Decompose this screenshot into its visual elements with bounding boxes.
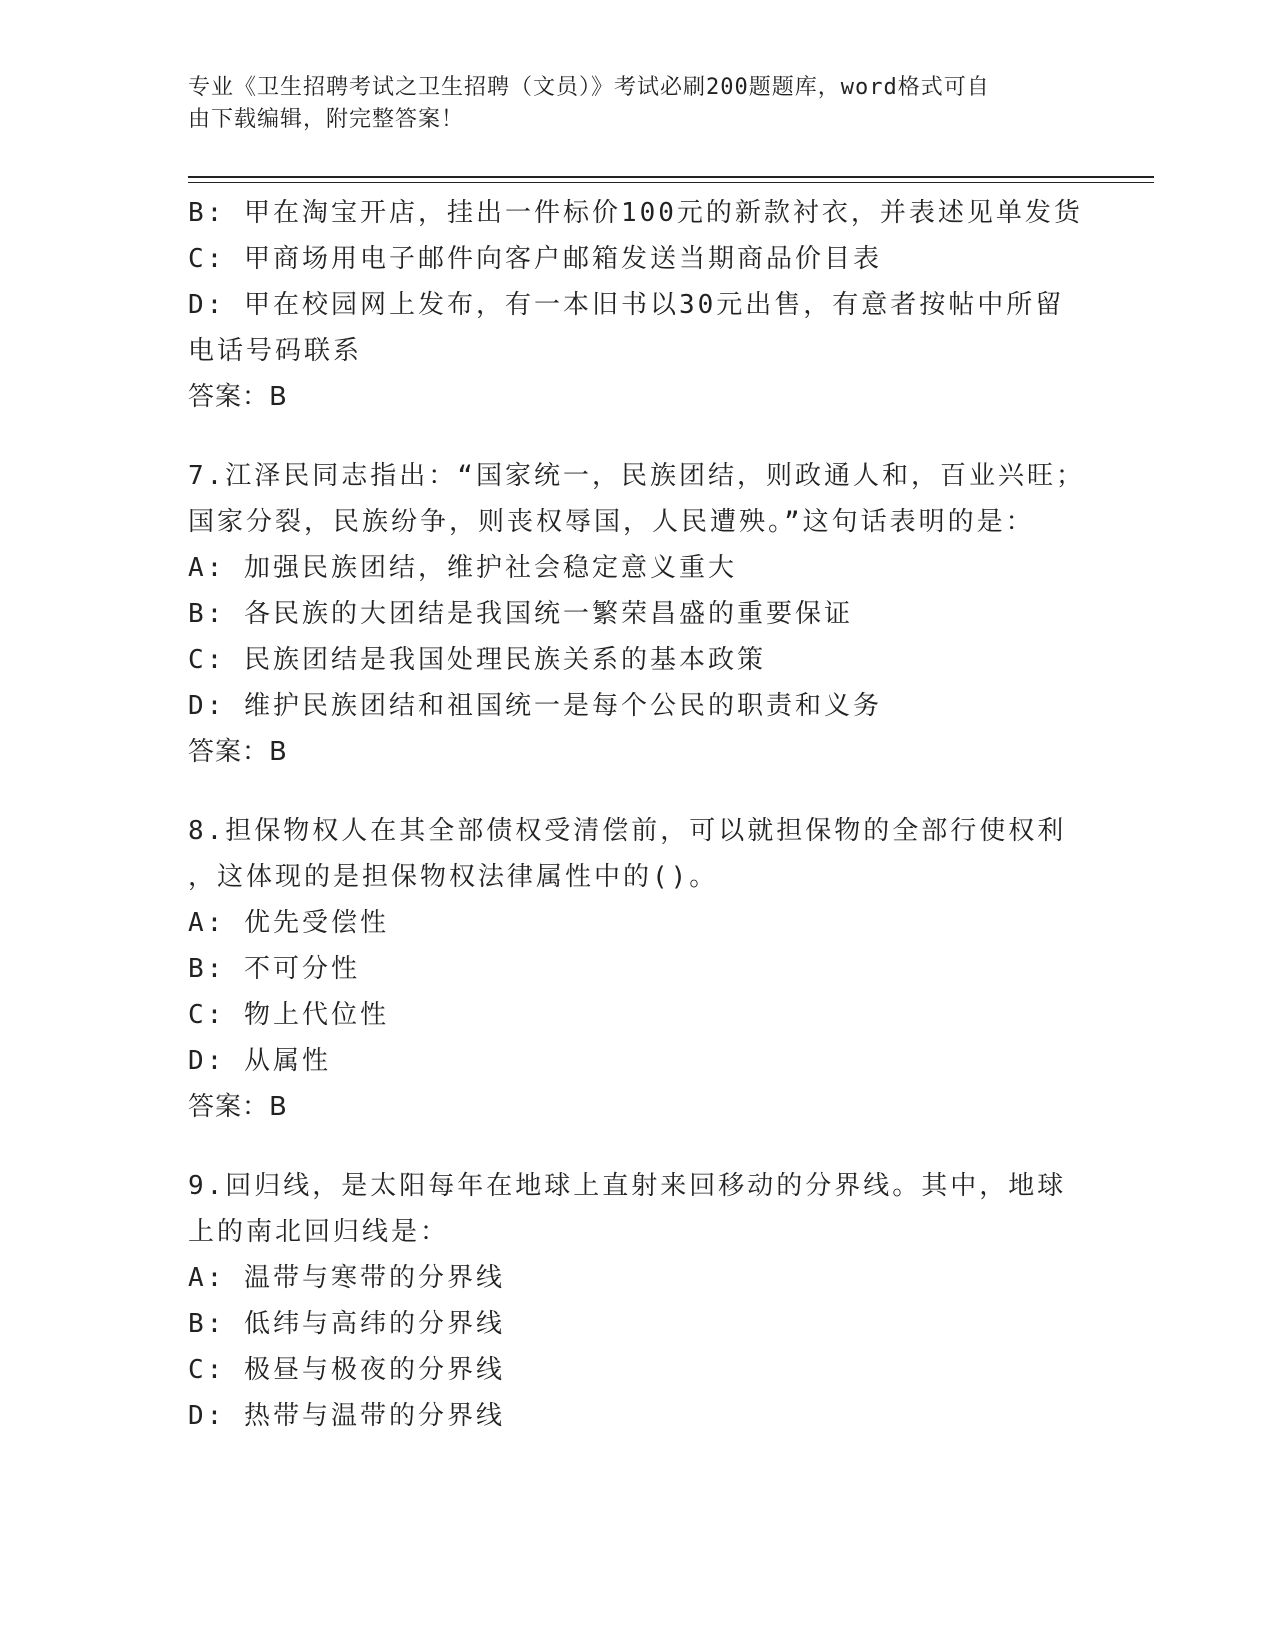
- q6-option-d-continued: 电话号码联系: [188, 336, 363, 366]
- q8-stem: 8.担保物权人在其全部债权受清偿前，可以就担保物的全部行使权利: [188, 816, 1067, 846]
- q7-stem-continued: 国家分裂，民族纷争，则丧权辱国，人民遭殃。”这句话表明的是：: [188, 507, 1035, 537]
- q9-option-d: D: 热带与温带的分界线: [188, 1401, 505, 1431]
- header-title-line-1: 专业《卫生招聘考试之卫生招聘（文员）》考试必刷200题题库，word格式可自: [188, 75, 990, 100]
- q6-answer: 答案：B: [188, 382, 288, 412]
- q7-option-d: D: 维护民族团结和祖国统一是每个公民的职责和义务: [188, 691, 882, 721]
- q9-option-c: C: 极昼与极夜的分界线: [188, 1355, 505, 1385]
- question-8: [188, 808, 1088, 1130]
- question-6: [188, 190, 1088, 420]
- q6-option-d: D: 甲在校园网上发布，有一本旧书以30元出售，有意者按帖中所留: [188, 290, 1065, 320]
- q7-stem: 7.江泽民同志指出：“国家统一，民族团结，则政通人和，百业兴旺；: [188, 461, 1085, 491]
- q9-option-a: A: 温带与寒带的分界线: [188, 1263, 505, 1293]
- header-divider-thick: [188, 176, 1154, 178]
- q7-option-a: A: 加强民族团结，维护社会稳定意义重大: [188, 553, 737, 583]
- q8-option-b: B: 不可分性: [188, 954, 360, 984]
- q8-option-a: A: 优先受偿性: [188, 908, 389, 938]
- q8-option-d: D: 从属性: [188, 1046, 331, 1076]
- q9-stem: 9.回归线，是太阳每年在地球上直射来回移动的分界线。其中，地球: [188, 1171, 1067, 1201]
- document-header: [188, 72, 1068, 136]
- question-list: [188, 190, 1088, 1439]
- q8-stem-continued: ，这体现的是担保物权法律属性中的()。: [188, 862, 719, 892]
- q8-answer: 答案：B: [188, 1092, 288, 1122]
- q8-option-c: C: 物上代位性: [188, 1000, 389, 1030]
- q7-answer: 答案：B: [188, 737, 288, 767]
- header-divider-thin: [188, 182, 1154, 183]
- q7-option-c: C: 民族团结是我国处理民族关系的基本政策: [188, 645, 766, 675]
- question-7: [188, 453, 1088, 775]
- header-title-line-2: 由下载编辑，附完整答案！: [188, 107, 465, 132]
- q6-option-b: B: 甲在淘宝开店，挂出一件标价100元的新款衬衣，并表述见单发货: [188, 198, 1083, 228]
- q7-option-b: B: 各民族的大团结是我国统一繁荣昌盛的重要保证: [188, 599, 853, 629]
- q9-stem-continued: 上的南北回归线是：: [188, 1217, 450, 1247]
- q9-option-b: B: 低纬与高纬的分界线: [188, 1309, 505, 1339]
- question-9: [188, 1163, 1088, 1439]
- q6-option-c: C: 甲商场用电子邮件向客户邮箱发送当期商品价目表: [188, 244, 882, 274]
